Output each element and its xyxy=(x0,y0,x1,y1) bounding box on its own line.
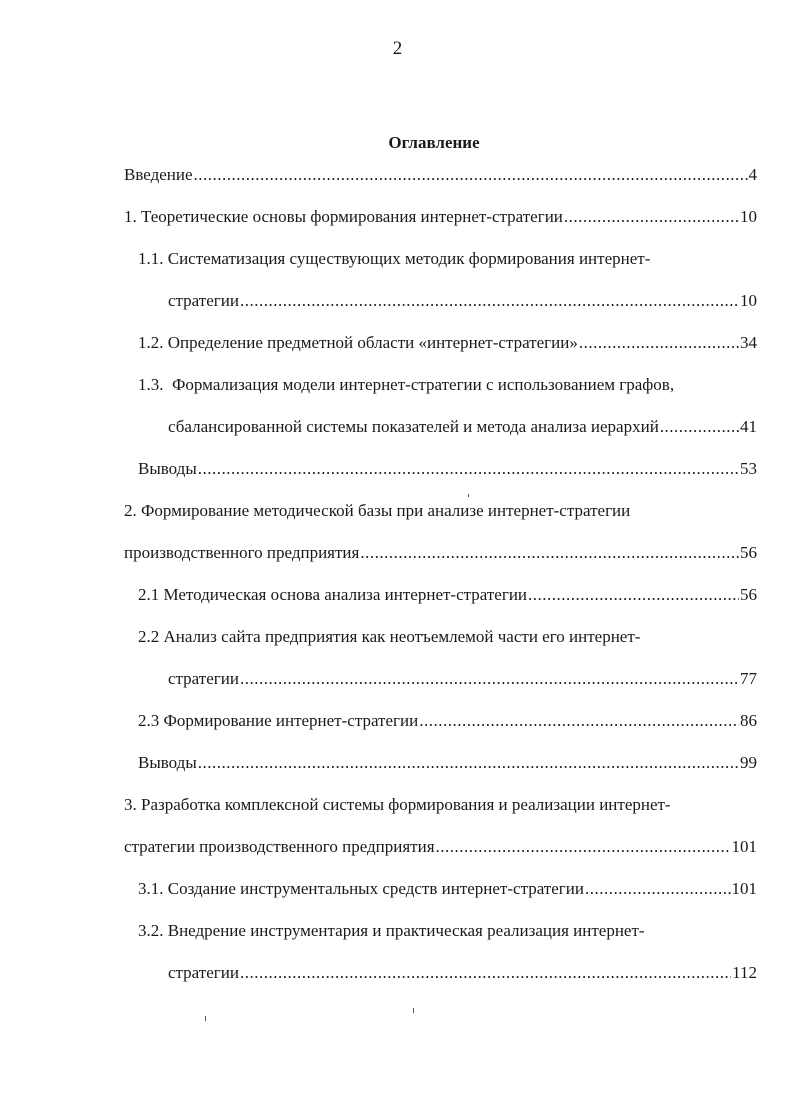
toc-entry-text: 2.2 Анализ сайта предприятия как неотъемлемой части его интернет- xyxy=(138,627,641,646)
scan-speck xyxy=(205,1016,206,1021)
toc-entry-text: 2.3 Формирование интернет-стратегии xyxy=(138,711,419,730)
toc-entry-3-1 xyxy=(138,877,757,901)
leader-dots xyxy=(240,289,739,313)
leader-dots xyxy=(660,415,739,439)
toc-entry-text: 3.1. Создание инструментальных средств интернет-стратегии xyxy=(138,879,584,898)
toc-entry-text: 2. Формирование методической базы при анализе интернет-стратегии xyxy=(124,501,631,520)
toc-entry-page: 112 xyxy=(732,963,757,982)
toc-entry-text: стратегии xyxy=(168,291,239,310)
toc-entry-page: 41 xyxy=(740,417,757,436)
leader-dots xyxy=(240,961,731,985)
leader-dots xyxy=(240,667,739,691)
leader-dots xyxy=(564,205,739,229)
toc-entry-conclusions-2 xyxy=(138,751,757,775)
toc-entry-chapter-2-line-1 xyxy=(124,499,630,523)
toc-entry-3-2-line-2 xyxy=(168,961,757,985)
toc-entry-text: 2.1 Методическая основа анализа интернет-стратегии xyxy=(138,585,528,604)
toc-entry-text: сбалансированной системы показателей и метода анализа иерархий xyxy=(168,417,659,436)
toc-entry-page: 53 xyxy=(740,459,757,478)
toc-entry-page: 34 xyxy=(740,333,757,352)
toc-entry-text: 3. Разработка комплексной системы формирования и реализации интернет- xyxy=(124,795,671,814)
toc-entry-1-1-line-2 xyxy=(168,289,757,313)
toc-entry-page: 56 xyxy=(740,543,757,562)
toc-entry-chapter-3-line-1 xyxy=(124,793,671,817)
leader-dots xyxy=(419,709,739,733)
leader-dots xyxy=(585,877,731,901)
toc-entry-page: 77 xyxy=(740,669,757,688)
toc-entry-introduction xyxy=(124,163,757,187)
toc-entry-2-3 xyxy=(138,709,757,733)
toc-entry-1-3-line-2 xyxy=(168,415,757,439)
toc-entry-text: Выводы xyxy=(138,753,197,772)
toc-entry-page: 86 xyxy=(740,711,757,730)
toc-entry-page: 10 xyxy=(740,207,757,226)
toc-entry-text: 1.1. Систематизация существующих методик формирования интернет- xyxy=(138,249,651,268)
toc-entry-page: 56 xyxy=(740,585,757,604)
toc-entry-2-2-line-2 xyxy=(168,667,757,691)
toc-entry-text: 1.3. Формализация модели интернет-стратегии с использованием графов, xyxy=(138,375,675,394)
toc-entry-chapter-2-line-2 xyxy=(124,541,757,565)
toc-entry-chapter-3-line-2 xyxy=(124,835,757,859)
leader-dots xyxy=(198,457,739,481)
toc-entry-page: 4 xyxy=(748,165,757,184)
toc-entry-page: 101 xyxy=(731,879,757,898)
toc-entry-text: стратегии xyxy=(168,669,239,688)
toc-entry-page: 99 xyxy=(740,753,757,772)
toc-entry-page: 10 xyxy=(740,291,757,310)
toc-entry-text: Введение xyxy=(124,165,193,184)
leader-dots xyxy=(436,835,731,859)
toc-entry-text: Выводы xyxy=(138,459,197,478)
leader-dots xyxy=(198,751,739,775)
toc-entry-page: 101 xyxy=(731,837,757,856)
toc-entry-conclusions-1 xyxy=(138,457,757,481)
toc-entry-1-2 xyxy=(138,331,757,355)
page-number: 2 xyxy=(392,38,403,59)
toc-entry-text: стратегии производственного предприятия xyxy=(124,837,435,856)
leader-dots xyxy=(360,541,739,565)
toc-entry-text: 1. Теоретические основы формирования интернет-стратегии xyxy=(124,207,563,226)
leader-dots xyxy=(194,163,748,187)
toc-entry-text: стратегии xyxy=(168,963,239,982)
toc-entry-chapter-1 xyxy=(124,205,757,229)
toc-entry-3-2-line-1 xyxy=(138,919,645,943)
leader-dots xyxy=(579,331,739,355)
scan-speck xyxy=(468,494,469,497)
leader-dots xyxy=(528,583,739,607)
toc-entry-2-2-line-1 xyxy=(138,625,640,649)
toc-entry-text: производственного предприятия xyxy=(124,543,360,562)
toc-entry-text: 3.2. Внедрение инструментария и практическая реализация интернет- xyxy=(138,921,645,940)
toc-entry-1-1-line-1 xyxy=(138,247,650,271)
toc-entry-text: 1.2. Определение предметной области «интернет-стратегии» xyxy=(138,333,578,352)
toc-title: Оглавление xyxy=(388,133,480,152)
scan-speck xyxy=(413,1008,414,1013)
toc-entry-1-3-line-1 xyxy=(138,373,674,397)
toc-entry-2-1 xyxy=(138,583,757,607)
